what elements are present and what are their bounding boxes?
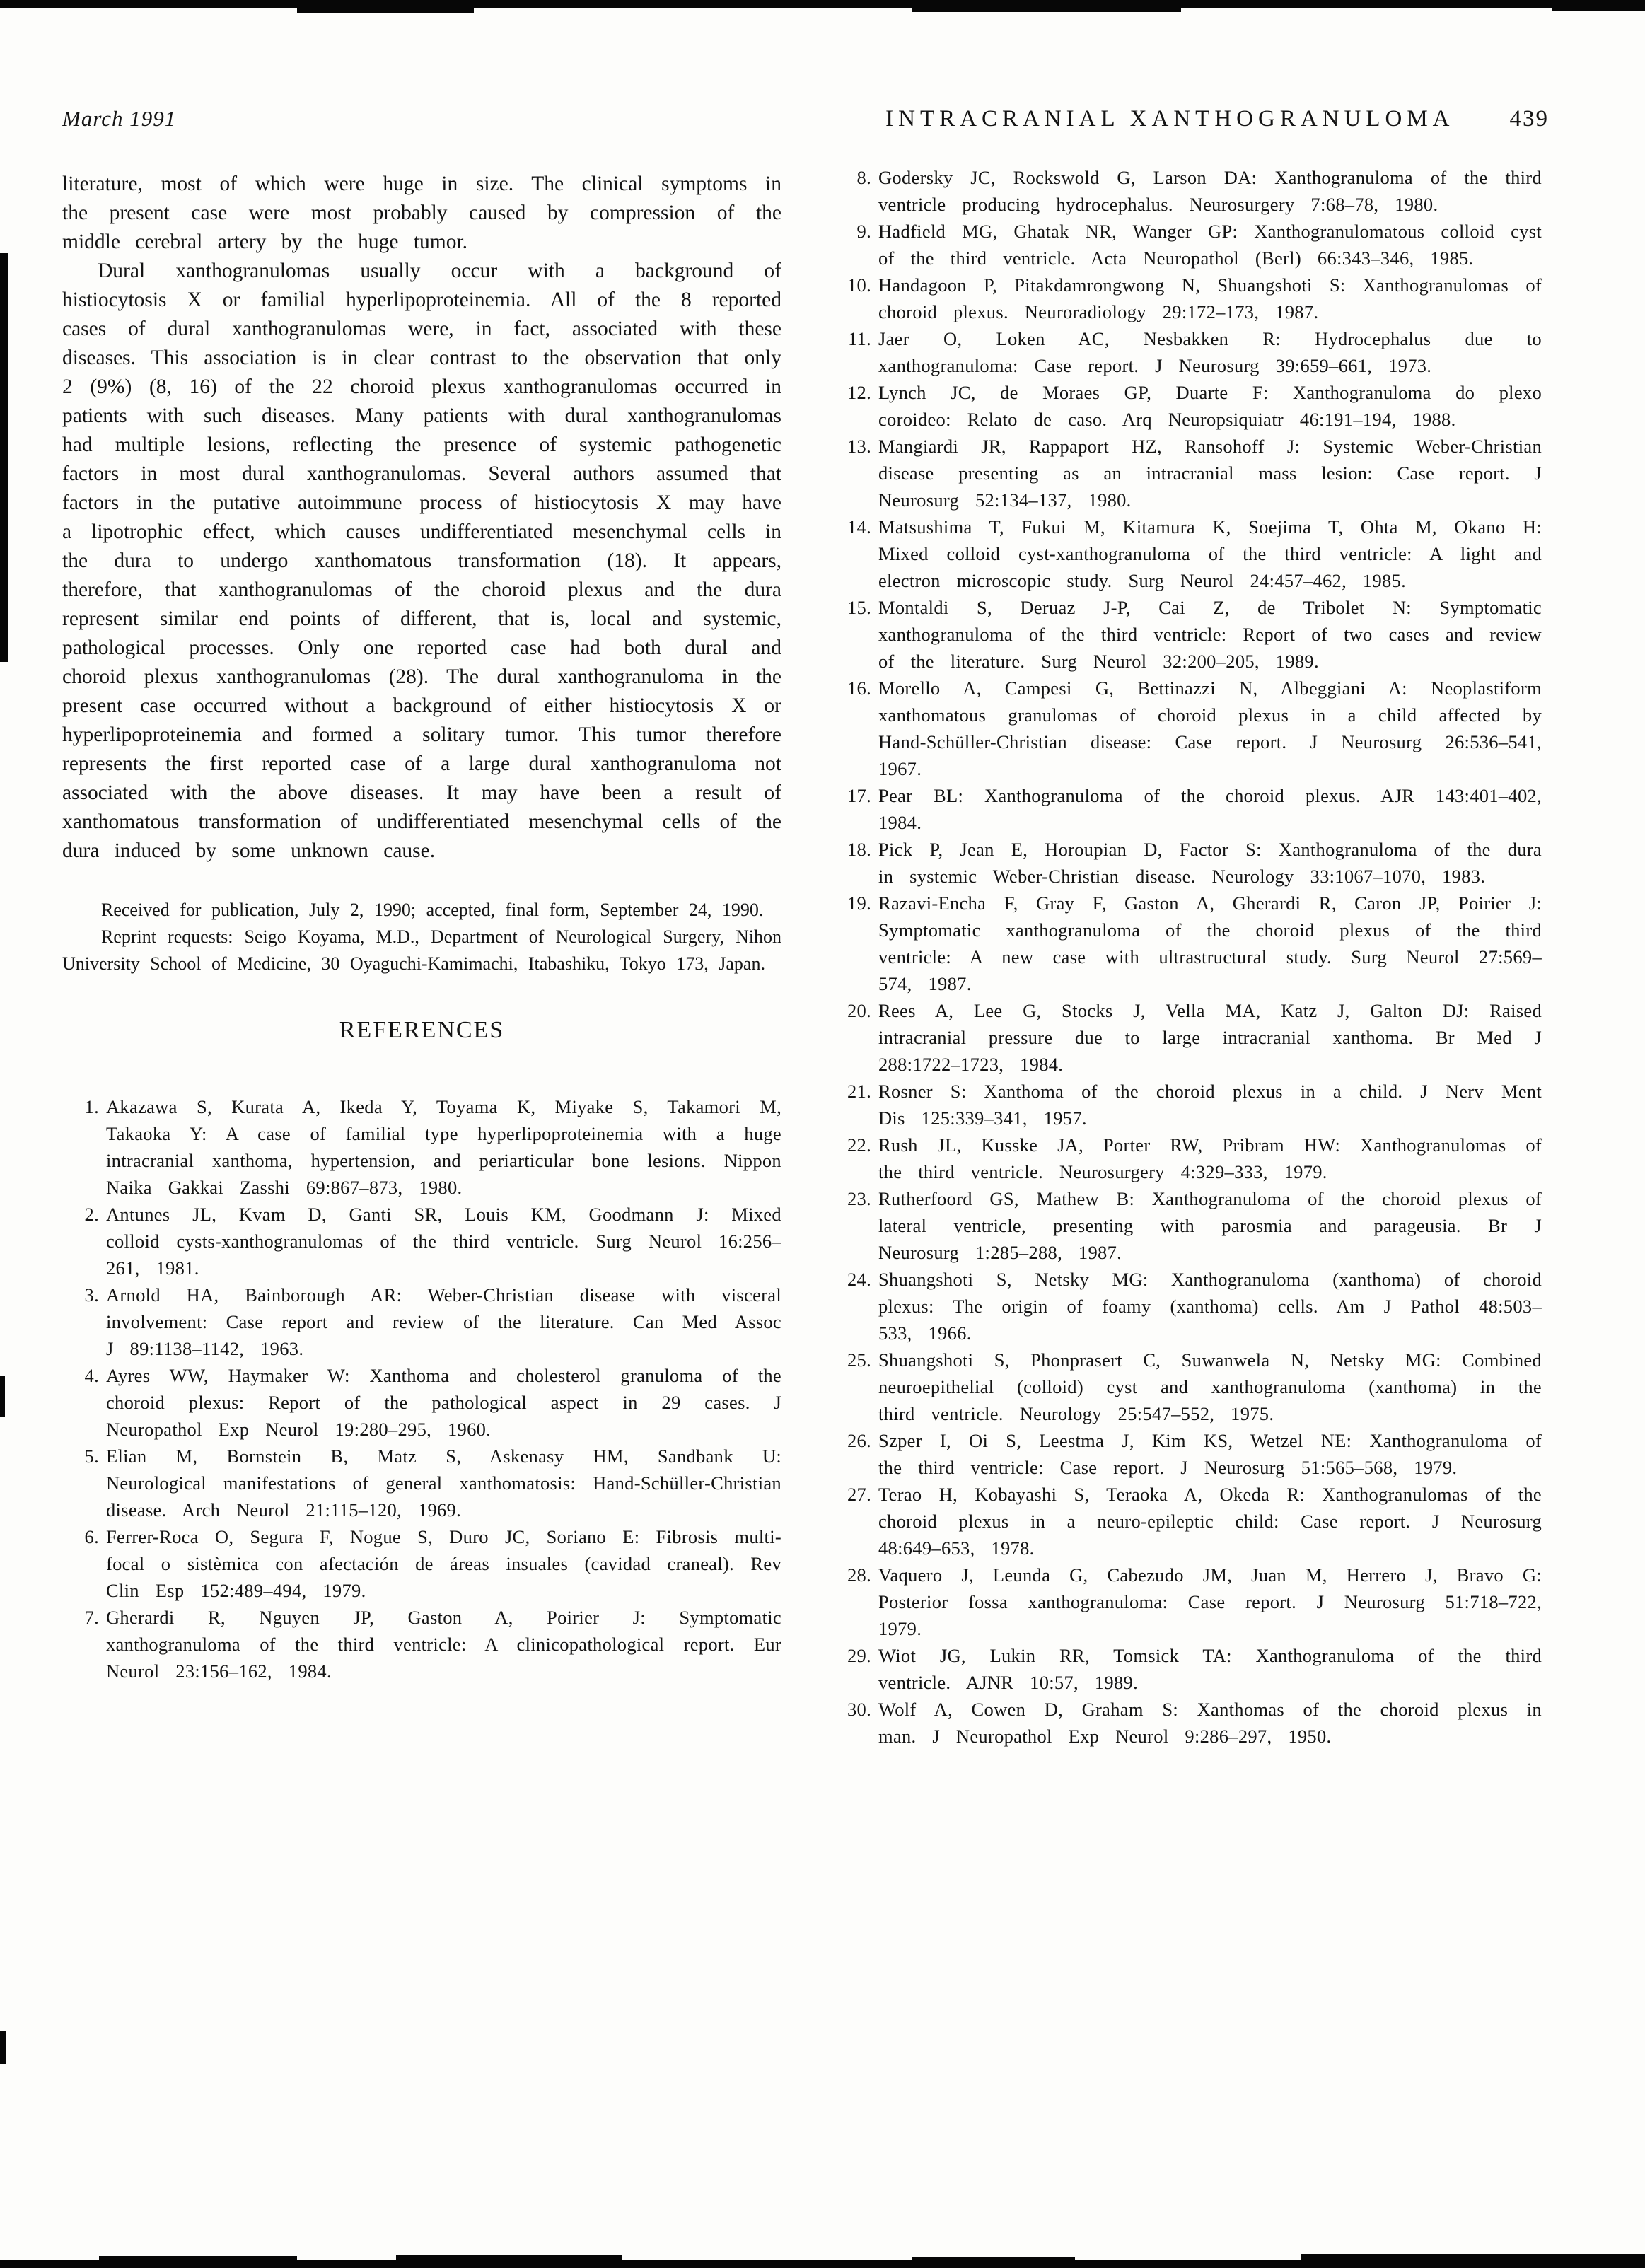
- reference-number: 4.: [84, 1365, 99, 1386]
- reference-text: Montaldi S, Deruaz J-P, Cai Z, de Tribolet N: Symptomatic xanthogranuloma of the third ventricle: Report of two cases and review of the literature. Surg Neurol 32:200–205, 1989.: [878, 597, 1542, 672]
- scan-edge-top-blob: [1552, 0, 1645, 11]
- issue-date: March 1991: [62, 106, 177, 131]
- body-paragraph-continued: literature, most of which were huge in size. The clinical symptoms in the present case were most probably caused by compression of the middle cerebral artery by the huge tumor.: [62, 173, 781, 253]
- reference-text: Shuangshoti S, Phonprasert C, Suwanwela N, Netsky MG: Combined neuroepithelial (colloid) cyst and xanthogranuloma (xanthoma) in the third ventricle. Neurology 25:547–552, 1975.: [878, 1349, 1542, 1424]
- reference-text: Rosner S: Xanthoma of the choroid plexus in a child. J Nerv Ment Dis 125:339–341, 1957.: [878, 1081, 1542, 1129]
- reference-number: 6.: [84, 1526, 99, 1547]
- reference-text: Antunes JL, Kvam D, Ganti SR, Louis KM, Goodmann J: Mixed colloid cysts-xanthogranulomas of the third ventricle. Surg Neurol 16:256–261, 1981.: [106, 1204, 781, 1279]
- reference-number: 22.: [847, 1134, 871, 1156]
- reference-text: Ferrer-Roca O, Segura F, Nogue S, Duro JC, Soriano E: Fibrosis multi-focal o sistèmica con afectación de áreas insuales (cavidad craneal). Rev Clin Esp 152:489–494, 1979.: [106, 1526, 781, 1601]
- reference-item: [835, 513, 1542, 594]
- scan-edge-top-blob: [297, 0, 474, 13]
- reference-text: Razavi-Encha F, Gray F, Gaston A, Gherardi R, Caron JP, Poirier J: Symptomatic xanthogranuloma of the choroid plexus of the third ventricle: A new case with ultrastructural study. Surg Neurol 27:569–574, 1987.: [878, 892, 1542, 994]
- scan-edge-top: [0, 0, 1645, 8]
- reference-number: 1.: [84, 1096, 99, 1117]
- reference-text: Wolf A, Cowen D, Graham S: Xanthomas of the choroid plexus in man. J Neuropathol Exp Neurol 9:286–297, 1950.: [878, 1699, 1542, 1747]
- reference-number: 26.: [847, 1430, 871, 1451]
- reference-item: [835, 1132, 1542, 1185]
- reference-number: 15.: [847, 597, 871, 618]
- right-column: [835, 164, 1542, 1750]
- reference-text: Szper I, Oi S, Leestma J, Kim KS, Wetzel NE: Xanthogranuloma of the third ventricle: Case report. J Neurosurg 51:565–568, 1979.: [878, 1430, 1542, 1478]
- reference-number: 13.: [847, 436, 871, 457]
- reference-number: 20.: [847, 1000, 871, 1021]
- reference-text: Godersky JC, Rockswold G, Larson DA: Xanthogranuloma of the third ventricle producing hydrocephalus. Neurosurgery 7:68–78, 1980.: [878, 167, 1542, 215]
- reference-number: 24.: [847, 1269, 871, 1290]
- reference-number: 7.: [84, 1607, 99, 1628]
- reference-number: 12.: [847, 382, 871, 403]
- reference-item: [835, 272, 1542, 325]
- reference-number: 5.: [84, 1446, 99, 1467]
- references-list-left: [62, 1093, 781, 1685]
- scan-edge-top-blob: [912, 0, 1181, 12]
- reference-item: [835, 218, 1542, 272]
- reference-text: Akazawa S, Kurata A, Ikeda Y, Toyama K, Miyake S, Takamori M, Takaoka Y: A case of familial type hyperlipoproteinemia with a huge intracranial xanthoma, hypertension, and periarticular bone lesions. Nippon Naika Gakkai Zasshi 69:867–873, 1980.: [106, 1096, 781, 1198]
- reference-text: Vaquero J, Leunda G, Cabezudo JM, Juan M, Herrero J, Bravo G: Posterior fossa xanthogranuloma: Case report. J Neurosurg 51:718–722, 1979.: [878, 1564, 1542, 1639]
- reference-item: [835, 1696, 1542, 1750]
- reference-text: Elian M, Bornstein B, Matz S, Askenasy HM, Sandbank U: Neurological manifestations of general xanthomatosis: Hand-Schüller-Christian disease. Arch Neurol 21:115–120, 1969.: [106, 1446, 781, 1520]
- received-note: Received for publication, July 2, 1990; accepted, final form, September 24, 1990.: [101, 900, 764, 920]
- reference-item: [835, 1347, 1542, 1427]
- reference-text: Ayres WW, Haymaker W: Xanthoma and cholesterol granuloma of the choroid plexus: Report of the pathological aspect in 29 cases. J Neuropathol Exp Neurol 19:280–295, 1960.: [106, 1365, 781, 1440]
- reference-item: [62, 1604, 781, 1685]
- reference-item: [62, 1362, 781, 1443]
- references-list-right: [835, 164, 1542, 1750]
- reference-number: 27.: [847, 1484, 871, 1505]
- reference-item: [62, 1443, 781, 1523]
- reference-item: [62, 1281, 781, 1362]
- reference-text: Morello A, Campesi G, Bettinazzi N, Albeggiani A: Neoplastiform xanthomatous granulomas of choroid plexus in a child affected by Hand-Schüller-Christian disease: Case report. J Neurosurg 26:536–541, 1967.: [878, 678, 1542, 779]
- scan-edge-bottom-blob: [99, 2256, 297, 2262]
- left-column: [62, 170, 781, 1685]
- reference-text: Pick P, Jean E, Horoupian D, Factor S: Xanthogranuloma of the dura in systemic Weber-Christian disease. Neurology 33:1067–1070, 1983.: [878, 839, 1542, 887]
- reference-number: 9.: [856, 221, 871, 242]
- reference-number: 2.: [84, 1204, 99, 1225]
- reference-number: 14.: [847, 516, 871, 537]
- reference-item: [835, 325, 1542, 379]
- reference-number: 11.: [847, 328, 871, 349]
- reference-item: [835, 675, 1542, 782]
- reference-number: 30.: [847, 1699, 871, 1720]
- reference-item: [835, 164, 1542, 218]
- reference-item: [835, 1078, 1542, 1132]
- reference-text: Pear BL: Xanthogranuloma of the choroid plexus. AJR 143:401–402, 1984.: [878, 785, 1542, 833]
- reference-item: [835, 1185, 1542, 1266]
- reference-item: [835, 890, 1542, 997]
- references-heading: REFERENCES: [339, 1017, 505, 1043]
- reference-item: [835, 997, 1542, 1078]
- page-number: 439: [1509, 106, 1549, 132]
- scan-edge-bottom-blob: [396, 2255, 622, 2262]
- reference-text: Rush JL, Kusske JA, Porter RW, Pribram HW: Xanthogranulomas of the third ventricle. Neurosurgery 4:329–333, 1979.: [878, 1134, 1542, 1182]
- reference-text: Terao H, Kobayashi S, Teraoka A, Okeda R: Xanthogranulomas of the choroid plexus in a neuro-epileptic child: Case report. J Neurosurg 48:649–653, 1978.: [878, 1484, 1542, 1559]
- reference-text: Hadfield MG, Ghatak NR, Wanger GP: Xanthogranulomatous colloid cyst of the third ventricle. Acta Neuropathol (Berl) 66:343–346, 1985.: [878, 221, 1542, 269]
- reference-text: Shuangshoti S, Netsky MG: Xanthogranuloma (xanthoma) of choroid plexus: The origin of foamy (xanthoma) cells. Am J Pathol 48:503–533, 1966.: [878, 1269, 1542, 1344]
- reference-item: [835, 1266, 1542, 1347]
- reference-number: 23.: [847, 1188, 871, 1209]
- running-head-right: [885, 106, 1549, 132]
- reference-text: Wiot JG, Lukin RR, Tomsick TA: Xanthogranuloma of the third ventricle. AJNR 10:57, 1989.: [878, 1645, 1542, 1693]
- reference-number: 3.: [84, 1284, 99, 1305]
- reference-item: [835, 433, 1542, 513]
- reference-number: 19.: [847, 892, 871, 914]
- reference-number: 21.: [847, 1081, 871, 1102]
- reference-item: [835, 1427, 1542, 1481]
- reference-number: 29.: [847, 1645, 871, 1666]
- running-head: [62, 106, 1549, 132]
- reference-item: [835, 782, 1542, 836]
- scan-edge-left-blob: [0, 1376, 5, 1417]
- reference-text: Mangiardi JR, Rappaport HZ, Ransohoff J: Systemic Weber-Christian disease presenting as an intracranial mass lesion: Case report. J Neurosurg 52:134–137, 1980.: [878, 436, 1542, 511]
- reference-item: [62, 1093, 781, 1201]
- reference-number: 8.: [856, 167, 871, 188]
- scan-edge-left: [0, 253, 8, 662]
- reference-item: [835, 1481, 1542, 1562]
- reference-number: 25.: [847, 1349, 871, 1371]
- reference-item: [62, 1523, 781, 1604]
- running-title: INTRACRANIAL XANTHOGRANULOMA: [885, 106, 1455, 132]
- reference-text: Rees A, Lee G, Stocks J, Vella MA, Katz J, Galton DJ: Raised intracranial pressure due to large intracranial xanthoma. Br Med J 288:1722–1723, 1984.: [878, 1000, 1542, 1075]
- reference-number: 18.: [847, 839, 871, 860]
- reference-text: Handagoon P, Pitakdamrongwong N, Shuangshoti S: Xanthogranulomas of choroid plexus. Neuroradiology 29:172–173, 1987.: [878, 274, 1542, 322]
- reference-item: [835, 836, 1542, 890]
- reference-item: [835, 1562, 1542, 1642]
- reference-number: 28.: [847, 1564, 871, 1586]
- reference-item: [835, 379, 1542, 433]
- reference-text: Jaer O, Loken AC, Nesbakken R: Hydrocephalus due to xanthogranuloma: Case report. J Neurosurg 39:659–661, 1973.: [878, 328, 1542, 376]
- reference-text: Arnold HA, Bainborough AR: Weber-Christian disease with visceral involvement: Case report and review of the literature. Can Med Assoc J 89:1138–1142, 1963.: [106, 1284, 781, 1359]
- reference-text: Rutherfoord GS, Mathew B: Xanthogranuloma of the choroid plexus of lateral ventricle, presenting with parosmia and parageusia. Br J Neurosurg 1:285–288, 1987.: [878, 1188, 1542, 1263]
- reference-number: 10.: [847, 274, 871, 296]
- reference-text: Gherardi R, Nguyen JP, Gaston A, Poirier J: Symptomatic xanthogranuloma of the third ventricle: A clinicopathological report. Eur Neurol 23:156–162, 1984.: [106, 1607, 781, 1682]
- reference-item: [835, 594, 1542, 675]
- reference-text: Matsushima T, Fukui M, Kitamura K, Soejima T, Ohta M, Okano H: Mixed colloid cyst-xanthogranuloma of the third ventricle: A light and electron microscopic study. Surg Neurol 24:457–462, 1985.: [878, 516, 1542, 591]
- reference-item: [62, 1201, 781, 1281]
- scan-edge-bottom-blob: [912, 2257, 1075, 2262]
- reference-number: 16.: [847, 678, 871, 699]
- reprint-note: Reprint requests: Seigo Koyama, M.D., Department of Neurological Surgery, Nihon University School of Medicine, 30 Oyaguchi-Kamimachi, Itabashiku, Tokyo 173, Japan.: [62, 926, 781, 974]
- body-paragraph: Dural xanthogranulomas usually occur with a background of histiocytosis X or familial hyperlipoproteinemia. All of the 8 reported cases of dural xanthogranulomas were, in fact, associated with these diseases. This association is in clear contrast to the observation that only 2 (9%) (8, 16) of the 22 choroid plexus xanthogranulomas occurred in patients with such diseases. Many patients with dural xanthogranulomas had multiple lesions, reflecting the presence of systemic pathogenetic factors in most dural xanthogranulomas. Several authors assumed that factors in the putative autoimmune process of histiocytosis X may have a lipotrophic effect, which causes undifferentiated mesenchymal cells in the dura to undergo xanthomatous transformation (18). It appears, therefore, that xanthogranulomas of the choroid plexus and the dura represent similar end points of different, that is, local and systemic, pathological processes. Only one reported case had both dural and choroid plexus xanthogranulomas (28). The dural xanthogranuloma in the present case occurred without a background of either histiocytosis X or hyperlipoproteinemia and formed a solitary tumor. This tumor therefore represents the first reported case of a large dural xanthogranuloma not associated with the above diseases. It may have been a result of xanthomatous transformation of undifferentiated mesenchymal cells of the dura induced by some unknown cause.: [62, 260, 781, 862]
- reference-item: [835, 1642, 1542, 1696]
- reference-text: Lynch JC, de Moraes GP, Duarte F: Xanthogranuloma do plexo coroideo: Relato de caso. Arq Neuropsiquiatr 46:191–194, 1988.: [878, 382, 1542, 430]
- scan-edge-left-blob: [0, 2031, 6, 2064]
- reference-number: 17.: [847, 785, 871, 806]
- scan-edge-bottom-blob: [1301, 2254, 1645, 2262]
